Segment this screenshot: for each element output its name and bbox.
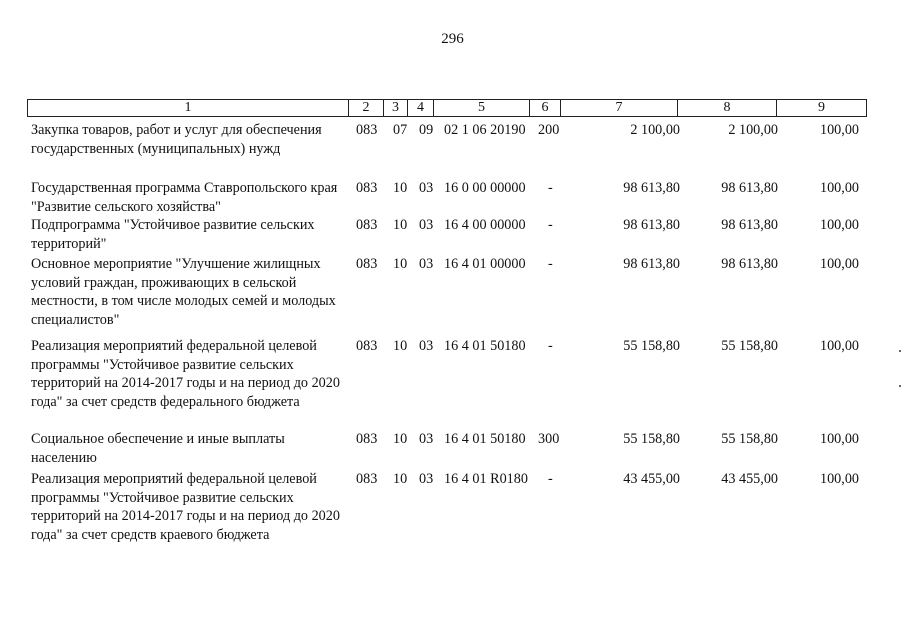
row-plan: 98 613,80	[623, 256, 680, 272]
row-section: 10	[393, 471, 408, 487]
row-expense-type: 300	[538, 431, 560, 447]
row-subsection: 03	[419, 338, 434, 354]
page-number: 296	[441, 31, 464, 47]
row-expense-type: 200	[538, 122, 560, 138]
row-name: Подпрограмма "Устойчивое развитие сельских территорий"	[31, 217, 315, 252]
row-name: Основное мероприятие "Улучшение жилищных условий граждан, проживающих в сельской местности, в том числе молодых семей и молодых специалистов"	[31, 256, 336, 328]
header-col-7: 7	[560, 100, 677, 116]
row-code: 083	[356, 471, 378, 487]
row-section: 10	[393, 338, 408, 354]
row-expense-type: -	[548, 471, 553, 487]
row-plan: 43 455,00	[623, 471, 680, 487]
row-code: 083	[356, 338, 378, 354]
row-section: 10	[393, 431, 408, 447]
header-col-8: 8	[677, 100, 776, 116]
row-plan: 98 613,80	[623, 180, 680, 196]
row-plan: 98 613,80	[623, 217, 680, 233]
row-percent: 100,00	[819, 180, 859, 196]
header-col-2: 2	[348, 100, 383, 116]
row-target: 16 4 00 00000	[444, 217, 526, 233]
row-subsection: 03	[419, 217, 434, 233]
row-fact: 98 613,80	[721, 256, 778, 272]
row-subsection: 03	[419, 256, 434, 272]
row-code: 083	[356, 217, 378, 233]
row-code: 083	[356, 256, 378, 272]
row-code: 083	[356, 431, 378, 447]
header-col-5: 5	[433, 100, 529, 116]
row-section: 10	[393, 180, 408, 196]
row-code: 083	[356, 180, 378, 196]
row-percent: 100,00	[819, 471, 859, 487]
row-expense-type: -	[548, 217, 553, 233]
row-section: 10	[393, 217, 408, 233]
row-subsection: 03	[419, 431, 434, 447]
row-fact: 55 158,80	[721, 338, 778, 354]
row-fact: 43 455,00	[721, 471, 778, 487]
row-name: Реализация мероприятий федеральной целевой программы "Устойчивое развитие сельских территорий на 2014-2017 годы и на период до 2020 года" за счет средств федерального бюджета	[31, 338, 340, 410]
row-name: Закупка товаров, работ и услуг для обеспечения государственных (муниципальных) нужд	[31, 122, 322, 157]
header-col-1: 1	[184, 100, 192, 115]
row-expense-type: -	[548, 256, 553, 272]
row-target: 16 0 00 00000	[444, 180, 526, 196]
row-percent: 100,00	[819, 256, 859, 272]
row-target: 16 4 01 50180	[444, 431, 526, 447]
row-percent: 100,00	[819, 122, 859, 138]
header-col-4: 4	[407, 100, 433, 116]
row-subsection: 09	[419, 122, 434, 138]
row-subsection: 03	[419, 180, 434, 196]
row-plan: 55 158,80	[623, 338, 680, 354]
row-section: 07	[393, 122, 408, 138]
row-plan: 2 100,00	[630, 122, 680, 138]
row-section: 10	[393, 256, 408, 272]
margin-speck	[899, 385, 901, 387]
header-col-3: 3	[383, 100, 407, 116]
header-col-9: 9	[776, 100, 866, 116]
row-name: Реализация мероприятий федеральной целевой программы "Устойчивое развитие сельских территорий на 2014-2017 годы и на период до 2020 года" за счет средств краевого бюджета	[31, 471, 340, 543]
row-name: Социальное обеспечение и иные выплаты населению	[31, 431, 285, 466]
table-header	[27, 99, 867, 117]
row-name: Государственная программа Ставропольского края "Развитие сельского хозяйства"	[31, 180, 338, 215]
row-plan: 55 158,80	[623, 431, 680, 447]
row-target: 16 4 01 R0180	[444, 471, 528, 487]
margin-speck	[899, 350, 901, 352]
row-target: 16 4 01 50180	[444, 338, 526, 354]
row-subsection: 03	[419, 471, 434, 487]
row-target: 02 1 06 20190	[444, 122, 526, 138]
row-code: 083	[356, 122, 378, 138]
row-percent: 100,00	[819, 431, 859, 447]
row-fact: 98 613,80	[721, 217, 778, 233]
row-percent: 100,00	[819, 338, 859, 354]
row-expense-type: -	[548, 180, 553, 196]
row-fact: 98 613,80	[721, 180, 778, 196]
row-fact: 2 100,00	[728, 122, 778, 138]
row-expense-type: -	[548, 338, 553, 354]
row-fact: 55 158,80	[721, 431, 778, 447]
row-target: 16 4 01 00000	[444, 256, 526, 272]
header-col-6: 6	[529, 100, 560, 116]
row-percent: 100,00	[819, 217, 859, 233]
